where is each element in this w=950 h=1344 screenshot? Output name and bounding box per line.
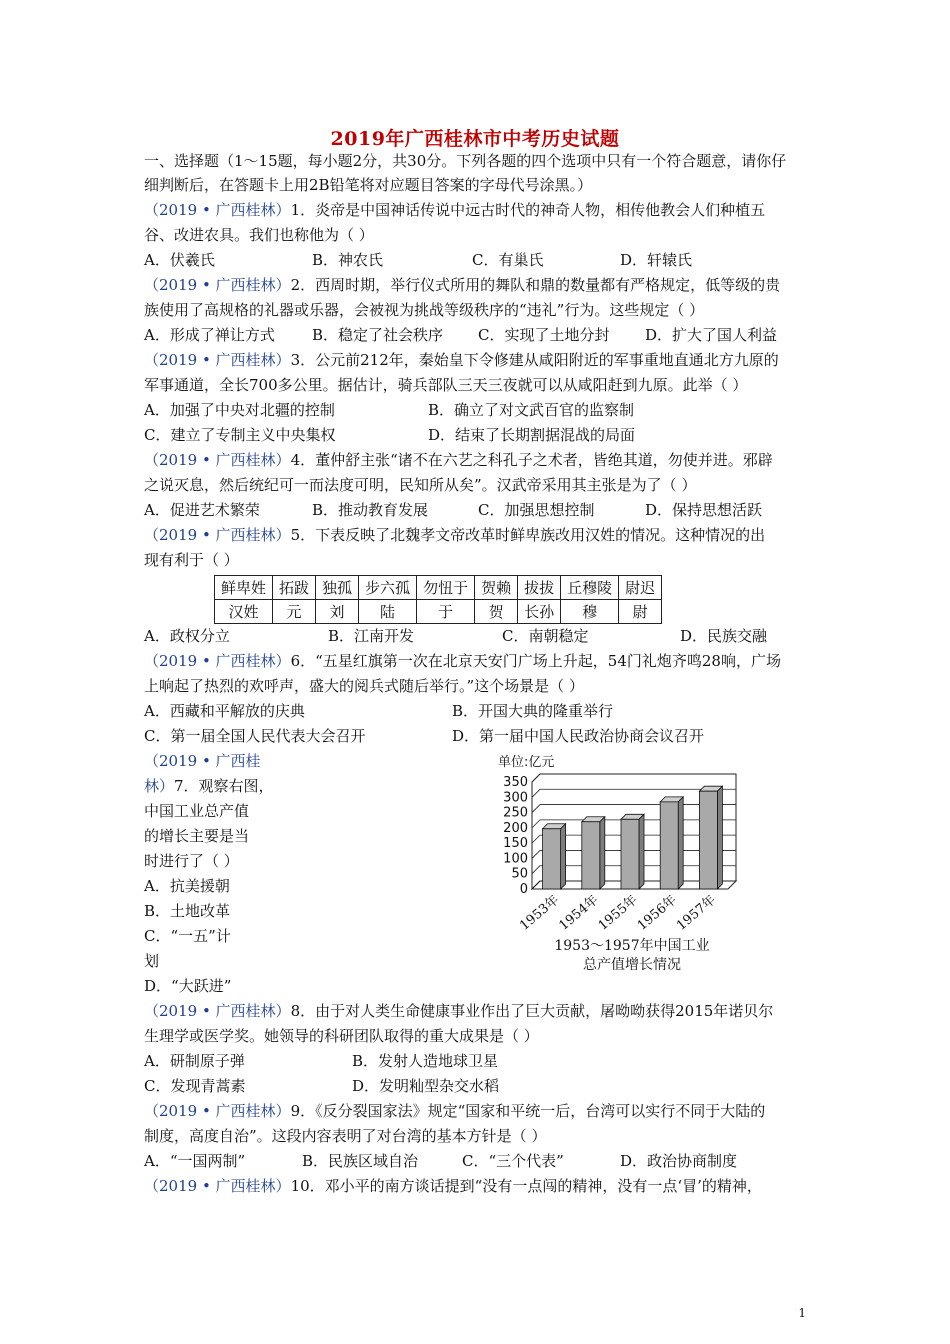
- bar-side: [600, 817, 605, 889]
- x-tick-label: 1956年: [634, 892, 680, 934]
- question-2-line1: （2019 • 广西桂林）2．西周时期，举行仪式所用的舞队和鼎的数量都有严格规定，低等级的贵: [144, 276, 781, 294]
- q8-option-b: B．发射人造地球卫星: [352, 1052, 499, 1070]
- question-2-line2: 族使用了高规格的礼器或乐器，会被视为挑战等级秩序的“违礼”行为。这些规定（ ）: [144, 301, 705, 319]
- gridline-diag: [532, 789, 540, 797]
- y-tick-label: 350: [503, 775, 528, 790]
- question-3-line1: （2019 • 广西桂林）3．公元前212年，秦始皇下令修建从咸阳附近的军事重地直通北方九原的: [144, 351, 779, 369]
- bar-side: [639, 814, 644, 889]
- table-cell: 尉: [619, 600, 662, 624]
- y-tick-label: 250: [503, 805, 528, 821]
- question-8-line1: （2019 • 广西桂林）8．由于对人类生命健康事业作出了巨大贡献，屠呦呦获得2015年诺贝尔: [144, 1002, 774, 1020]
- table-cell: 长孙: [518, 600, 561, 624]
- q4-option-d: D．保持思想活跃: [645, 501, 763, 519]
- q5-option-b: B．江南开发: [328, 627, 415, 645]
- source-tag: （2019 • 广西桂林）: [144, 652, 291, 670]
- y-tick-label: 0: [519, 882, 528, 897]
- bar-side: [678, 797, 683, 889]
- bar: [543, 829, 561, 889]
- q9-option-c: C．“三个代表”: [462, 1152, 564, 1170]
- x-tick-label: 1954年: [556, 892, 602, 934]
- source-tag: （2019 • 广西桂林）: [144, 451, 291, 469]
- gridline-diag: [532, 850, 540, 858]
- source-tag: （2019 • 广西桂林）: [144, 526, 291, 544]
- table-cell: 穆: [561, 600, 619, 624]
- bar: [660, 802, 678, 889]
- q4-option-c: C．加强思想控制: [478, 501, 595, 519]
- q2-option-a: A．形成了禅让方式: [144, 326, 275, 344]
- page-number: 1: [798, 1306, 806, 1320]
- q9-option-d: D．政治协商制度: [620, 1152, 738, 1170]
- x-tick-label: 1953年: [517, 892, 563, 934]
- table-cell: 贺: [475, 600, 518, 624]
- q8-option-a: A．研制原子弹: [144, 1052, 245, 1070]
- x-tick-label: 1957年: [674, 892, 719, 934]
- q1-option-c: C．有巢氏: [472, 251, 544, 269]
- section-instructions-line2: 细判断后，在答题卡上用2B铅笔将对应题目答案的字母代号涂黑。）: [144, 176, 593, 194]
- q8-option-c: C．发现青蒿素: [144, 1077, 246, 1095]
- question-1-line2: 谷、改进农具。我们也称他为（ ）: [144, 226, 374, 244]
- question-7-line4: 时进行了（ ）: [144, 852, 239, 870]
- unit-label: 单位:亿元: [498, 755, 555, 770]
- table-cell: 尉迟: [619, 576, 662, 600]
- table-cell: 拓跋: [273, 576, 316, 600]
- table-cell: 贺赖: [475, 576, 518, 600]
- table-cell: 刘: [316, 600, 359, 624]
- chart-caption-line1: 1953～1957年中国工业: [554, 938, 710, 954]
- industry-output-chart: [490, 752, 820, 977]
- table-cell: 独孤: [316, 576, 359, 600]
- bar-side: [717, 786, 722, 889]
- source-tag: （2019 • 广西桂林）: [144, 1102, 291, 1120]
- q6-option-d: D．第一届中国人民政治协商会议召开: [452, 727, 705, 745]
- q3-option-b: B．确立了对文武百官的监察制: [428, 401, 635, 419]
- question-7-line1: 林）7．观察右图，: [144, 777, 274, 795]
- table-row: [215, 600, 662, 624]
- q7-option-a: A．抗美援朝: [144, 877, 230, 895]
- y-tick-label: 200: [503, 820, 528, 836]
- table-cell: 元: [273, 600, 316, 624]
- q5-option-c: C．南朝稳定: [502, 627, 589, 645]
- bar: [621, 819, 639, 889]
- q6-option-c: C．第一届全国人民代表大会召开: [144, 727, 366, 745]
- q9-option-a: A．“一国两制”: [144, 1152, 246, 1170]
- q3-option-d: D．结束了长期割据混战的局面: [428, 426, 636, 444]
- question-8-line2: 生理学或医学奖。她领导的科研团队取得的重大成果是（ ）: [144, 1027, 539, 1045]
- table-cell: 步六孤: [359, 576, 417, 600]
- q7-option-c: C．“一五”计: [144, 927, 231, 945]
- q9-option-b: B．民族区域自治: [302, 1152, 419, 1170]
- y-tick-label: 100: [503, 851, 528, 867]
- source-tag: （2019 • 广西桂林）: [144, 201, 291, 219]
- gridline-diag: [532, 866, 540, 874]
- q8-option-d: D．发明籼型杂交水稻: [352, 1077, 500, 1095]
- q2-option-c: C．实现了土地分封: [478, 326, 610, 344]
- q4-option-a: A．促进艺术繁荣: [144, 501, 260, 519]
- gridline-diag: [532, 805, 540, 813]
- gridline-diag: [532, 835, 540, 843]
- gridline-diag: [532, 774, 540, 782]
- bar-chart: [490, 752, 820, 977]
- question-9-line1: （2019 • 广西桂林）9．《反分裂国家法》规定“国家和平统一后，台湾可以实行不同于大陆的: [144, 1102, 766, 1120]
- gridline-diag: [532, 820, 540, 828]
- page-title: 2019年广西桂林市中考历史试题: [330, 128, 620, 150]
- bar: [582, 822, 600, 889]
- table-cell: 汉姓: [215, 600, 273, 624]
- question-3-line2: 军事通道，全长700多公里。据估计，骑兵部队三天三夜就可以从咸阳赶到九原。此举（ ）: [144, 376, 748, 394]
- table-cell: 于: [417, 600, 475, 624]
- q5-option-a: A．政权分立: [144, 627, 230, 645]
- question-10-line1: （2019 • 广西桂林）10．邓小平的南方谈话提到“没有一点闯的精神，没有一点‘冒’的精神，: [144, 1177, 762, 1195]
- question-5-line1: （2019 • 广西桂林）5．下表反映了北魏孝文帝改革时鲜卑族改用汉姓的情况。这种情况的出: [144, 526, 766, 544]
- q7-option-c-cont: 划: [144, 952, 160, 970]
- q1-option-b: B．神农氏: [312, 251, 384, 269]
- table-cell: 拔拔: [518, 576, 561, 600]
- question-4-line2: 之说灭息，然后统纪可一而法度可明，民知所从矣”。汉武帝采用其主张是为了（ ）: [144, 476, 697, 494]
- question-6-line1: （2019 • 广西桂林）6．“五星红旗第一次在北京天安门广场上升起，54门礼炮齐鸣28响，广场: [144, 652, 781, 670]
- bar: [699, 791, 717, 889]
- q3-option-a: A．加强了中央对北疆的控制: [144, 401, 335, 419]
- bar-side: [561, 824, 566, 889]
- section-instructions-line1: 一、选择题（1～15题，每小题2分，共30分。下列各题的四个选项中只有一个符合题意，请你仔: [144, 152, 787, 170]
- table-cell: 鲜卑姓: [215, 576, 273, 600]
- q2-option-d: D．扩大了国人利益: [645, 326, 778, 344]
- x-tick-label: 1955年: [595, 892, 641, 934]
- table-cell: 丘穆陵: [561, 576, 619, 600]
- q1-option-a: A．伏羲氏: [144, 251, 215, 269]
- question-9-line2: 制度，高度自治”。这段内容表明了对台湾的基本方针是（ ）: [144, 1127, 547, 1145]
- q6-option-b: B．开国大典的隆重举行: [452, 702, 614, 720]
- gridline-diag: [532, 881, 540, 889]
- surname-table: [214, 575, 662, 624]
- question-1-line1: （2019 • 广西桂林）1．炎帝是中国神话传说中远古时代的神奇人物，相传他教会人们种植五: [144, 201, 766, 219]
- q4-option-b: B．推动教育发展: [312, 501, 429, 519]
- q7-source-tag-a: （2019 • 广西桂: [144, 752, 261, 770]
- question-5-line2: 现有利于（ ）: [144, 551, 239, 569]
- question-7-line3: 的增长主要是当: [144, 827, 250, 845]
- q2-option-b: B．稳定了社会秩序: [312, 326, 444, 344]
- q7-option-d: D．“大跃进”: [144, 977, 232, 995]
- source-tag: （2019 • 广西桂林）: [144, 1177, 291, 1195]
- table-row: [215, 576, 662, 600]
- source-tag: （2019 • 广西桂林）: [144, 276, 291, 294]
- source-tag: （2019 • 广西桂林）: [144, 1002, 291, 1020]
- question-7-line2: 中国工业总产值: [144, 802, 250, 820]
- y-tick-label: 50: [511, 866, 528, 882]
- y-tick-label: 300: [503, 790, 528, 806]
- question-4-line1: （2019 • 广西桂林）4．董仲舒主张“诸不在六艺之科孔子之术者，皆绝其道，勿使并进。邪辟: [144, 451, 773, 469]
- q6-option-a: A．西藏和平解放的庆典: [144, 702, 305, 720]
- q7-option-b: B．土地改革: [144, 902, 231, 920]
- q5-option-d: D．民族交融: [680, 627, 768, 645]
- source-tag: （2019 • 广西桂林）: [144, 351, 291, 369]
- question-6-line2: 上响起了热烈的欢呼声，盛大的阅兵式随后举行。”这个场景是（ ）: [144, 677, 584, 695]
- chart-caption-line2: 总产值增长情况: [583, 957, 681, 973]
- y-tick-label: 150: [503, 836, 528, 852]
- q1-option-d: D．轩辕氏: [620, 251, 693, 269]
- table-cell: 陆: [359, 600, 417, 624]
- table-cell: 勿忸于: [417, 576, 475, 600]
- q3-option-c: C．建立了专制主义中央集权: [144, 426, 336, 444]
